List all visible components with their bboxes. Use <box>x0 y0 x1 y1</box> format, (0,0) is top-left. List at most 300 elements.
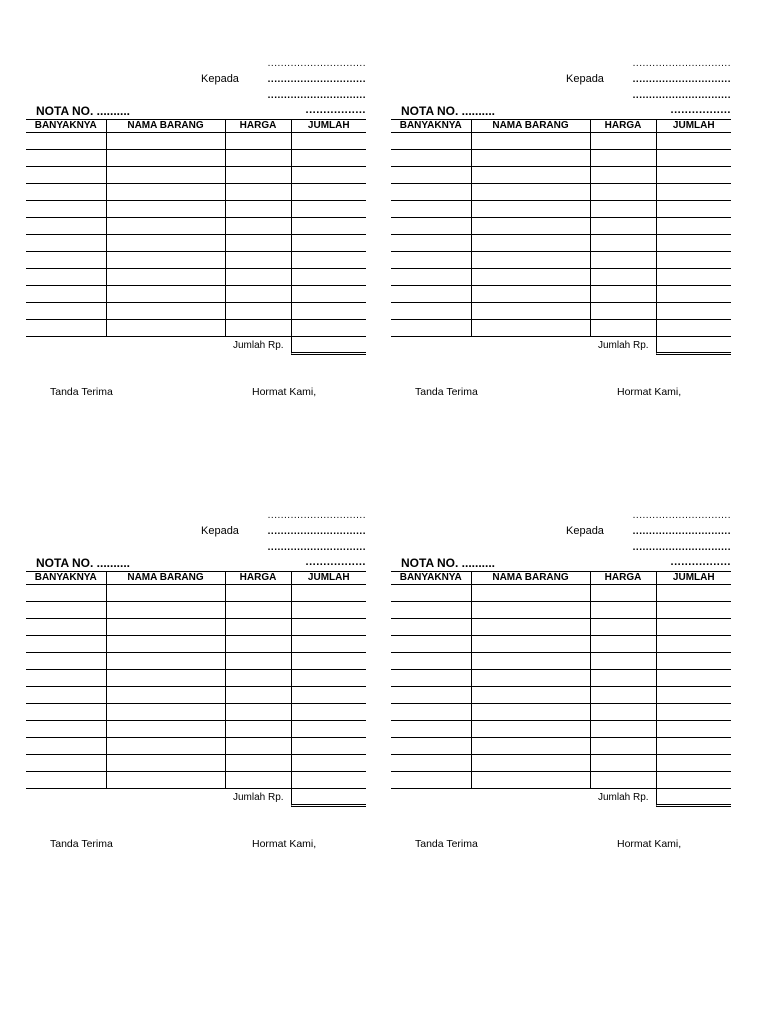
cell-harga[interactable] <box>225 721 291 738</box>
cell-jumlah[interactable] <box>656 670 731 687</box>
cell-nama-barang[interactable] <box>106 218 225 235</box>
cell-banyaknya[interactable] <box>391 755 471 772</box>
cell-nama-barang[interactable] <box>106 636 225 653</box>
cell-banyaknya[interactable] <box>391 687 471 704</box>
cell-nama-barang[interactable] <box>471 150 590 167</box>
cell-harga[interactable] <box>590 653 656 670</box>
cell-banyaknya[interactable] <box>391 636 471 653</box>
cell-jumlah[interactable] <box>291 602 366 619</box>
table-row <box>391 636 731 653</box>
table-row <box>26 252 366 269</box>
cell-banyaknya[interactable] <box>391 133 471 150</box>
cell-harga[interactable] <box>590 201 656 218</box>
cell-jumlah[interactable] <box>656 150 731 167</box>
cell-nama-barang[interactable] <box>106 269 225 286</box>
cell-jumlah[interactable] <box>291 286 366 303</box>
cell-nama-barang[interactable] <box>471 585 590 602</box>
cell-harga[interactable] <box>590 150 656 167</box>
cell-harga[interactable] <box>225 133 291 150</box>
cell-harga[interactable] <box>590 619 656 636</box>
cell-harga[interactable] <box>590 235 656 252</box>
hormat-kami-label: Hormat Kami, <box>617 838 682 850</box>
column-header-harga: HARGA <box>225 120 291 133</box>
cell-nama-barang[interactable] <box>106 252 225 269</box>
table-row <box>391 252 731 269</box>
cell-harga[interactable] <box>590 585 656 602</box>
jumlah-rp-label: Jumlah Rp. <box>233 340 284 351</box>
cell-nama-barang[interactable] <box>106 320 225 337</box>
table-row <box>26 755 366 772</box>
cell-harga[interactable] <box>590 636 656 653</box>
cell-banyaknya[interactable] <box>26 687 106 704</box>
cell-harga[interactable] <box>225 653 291 670</box>
table-row <box>26 150 366 167</box>
table-row <box>26 167 366 184</box>
cell-harga[interactable] <box>225 636 291 653</box>
cell-harga[interactable] <box>590 687 656 704</box>
cell-banyaknya[interactable] <box>391 704 471 721</box>
jumlah-total-field[interactable] <box>656 333 731 355</box>
tanda-terima-label: Tanda Terima <box>50 838 113 850</box>
cell-nama-barang[interactable] <box>106 201 225 218</box>
cell-nama-barang[interactable] <box>471 133 590 150</box>
table-row <box>26 235 366 252</box>
cell-jumlah[interactable] <box>291 218 366 235</box>
table-row <box>391 585 731 602</box>
cell-jumlah[interactable] <box>291 687 366 704</box>
table-row <box>26 738 366 755</box>
cell-harga[interactable] <box>590 772 656 789</box>
cell-banyaknya[interactable] <box>391 738 471 755</box>
jumlah-total-field[interactable] <box>291 333 366 355</box>
kepada-block <box>201 510 366 560</box>
cell-jumlah[interactable] <box>291 269 366 286</box>
cell-harga[interactable] <box>590 286 656 303</box>
cell-harga[interactable] <box>590 167 656 184</box>
cell-banyaknya[interactable] <box>391 150 471 167</box>
cell-harga[interactable] <box>225 252 291 269</box>
table-row <box>391 704 731 721</box>
cell-nama-barang[interactable] <box>471 704 590 721</box>
cell-nama-barang[interactable] <box>106 772 225 789</box>
cell-harga[interactable] <box>225 150 291 167</box>
cell-banyaknya[interactable] <box>26 320 106 337</box>
cell-banyaknya[interactable] <box>26 269 106 286</box>
hormat-kami-label: Hormat Kami, <box>617 386 682 398</box>
column-header-nama-barang: NAMA BARANG <box>106 120 225 133</box>
table-row <box>26 218 366 235</box>
cell-nama-barang[interactable] <box>471 167 590 184</box>
items-table <box>26 120 366 337</box>
cell-banyaknya[interactable] <box>391 167 471 184</box>
cell-jumlah[interactable] <box>656 653 731 670</box>
address-line-1[interactable]: .............................. <box>267 510 366 521</box>
cell-banyaknya[interactable] <box>26 602 106 619</box>
table-row <box>391 218 731 235</box>
hormat-kami-label: Hormat Kami, <box>252 386 317 398</box>
cell-banyaknya[interactable] <box>26 585 106 602</box>
cell-jumlah[interactable] <box>656 235 731 252</box>
table-row <box>26 602 366 619</box>
address-line-3[interactable]: .............................. <box>632 90 731 101</box>
cell-banyaknya[interactable] <box>391 721 471 738</box>
cell-jumlah[interactable] <box>291 252 366 269</box>
address-line-2[interactable]: .............................. <box>632 74 731 85</box>
table-row <box>391 755 731 772</box>
cell-jumlah[interactable] <box>291 235 366 252</box>
kepada-block <box>201 58 366 108</box>
address-line-1[interactable]: .............................. <box>632 510 731 521</box>
cell-jumlah[interactable] <box>656 167 731 184</box>
cell-nama-barang[interactable] <box>106 619 225 636</box>
cell-banyaknya[interactable] <box>26 286 106 303</box>
cell-jumlah[interactable] <box>656 704 731 721</box>
cell-jumlah[interactable] <box>291 201 366 218</box>
cell-harga[interactable] <box>590 738 656 755</box>
cell-jumlah[interactable] <box>656 184 731 201</box>
items-header-row <box>391 572 731 585</box>
cell-harga[interactable] <box>590 269 656 286</box>
jumlah-rp-label: Jumlah Rp. <box>233 792 284 803</box>
table-row <box>391 286 731 303</box>
cell-banyaknya[interactable] <box>26 619 106 636</box>
cell-jumlah[interactable] <box>656 619 731 636</box>
cell-nama-barang[interactable] <box>471 738 590 755</box>
cell-nama-barang[interactable] <box>471 286 590 303</box>
cell-banyaknya[interactable] <box>391 619 471 636</box>
column-header-harga: HARGA <box>590 120 656 133</box>
cell-banyaknya[interactable] <box>26 303 106 320</box>
cell-banyaknya[interactable] <box>26 755 106 772</box>
cell-nama-barang[interactable] <box>106 721 225 738</box>
cell-banyaknya[interactable] <box>26 252 106 269</box>
cell-nama-barang[interactable] <box>106 303 225 320</box>
table-row <box>391 653 731 670</box>
cell-harga[interactable] <box>225 602 291 619</box>
cell-jumlah[interactable] <box>291 150 366 167</box>
nota-number-title: NOTA NO. .......... <box>401 104 496 118</box>
table-row <box>391 150 731 167</box>
cell-banyaknya[interactable] <box>26 218 106 235</box>
jumlah-total-field[interactable] <box>656 785 731 807</box>
column-header-jumlah: JUMLAH <box>656 572 731 585</box>
cell-nama-barang[interactable] <box>471 670 590 687</box>
tanda-terima-label: Tanda Terima <box>415 386 478 398</box>
cell-nama-barang[interactable] <box>106 704 225 721</box>
cell-banyaknya[interactable] <box>391 602 471 619</box>
kepada-label: Kepada <box>566 525 604 537</box>
cell-harga[interactable] <box>225 201 291 218</box>
cell-nama-barang[interactable] <box>106 687 225 704</box>
cell-nama-barang[interactable] <box>471 653 590 670</box>
cell-nama-barang[interactable] <box>106 738 225 755</box>
table-row <box>391 670 731 687</box>
cell-nama-barang[interactable] <box>471 201 590 218</box>
cell-nama-barang[interactable] <box>471 721 590 738</box>
cell-harga[interactable] <box>225 738 291 755</box>
cell-banyaknya[interactable] <box>391 218 471 235</box>
jumlah-rp-label: Jumlah Rp. <box>598 340 649 351</box>
cell-banyaknya[interactable] <box>391 252 471 269</box>
cell-jumlah[interactable] <box>656 602 731 619</box>
cell-harga[interactable] <box>225 269 291 286</box>
column-header-nama-barang: NAMA BARANG <box>471 572 590 585</box>
cell-nama-barang[interactable] <box>471 252 590 269</box>
cell-banyaknya[interactable] <box>26 670 106 687</box>
cell-jumlah[interactable] <box>656 269 731 286</box>
cell-jumlah[interactable] <box>656 755 731 772</box>
table-row <box>26 133 366 150</box>
table-row <box>26 585 366 602</box>
cell-jumlah[interactable] <box>656 636 731 653</box>
cell-jumlah[interactable] <box>291 738 366 755</box>
items-header-row <box>391 120 731 133</box>
cell-nama-barang[interactable] <box>106 167 225 184</box>
cell-jumlah[interactable] <box>291 585 366 602</box>
cell-banyaknya[interactable] <box>391 653 471 670</box>
cell-nama-barang[interactable] <box>106 585 225 602</box>
nota-number-title: NOTA NO. .......... <box>36 104 131 118</box>
address-line-3[interactable]: .............................. <box>267 542 366 553</box>
cell-banyaknya[interactable] <box>26 636 106 653</box>
cell-nama-barang[interactable] <box>471 184 590 201</box>
cell-harga[interactable] <box>590 303 656 320</box>
cell-nama-barang[interactable] <box>471 269 590 286</box>
address-line-1[interactable]: .............................. <box>632 58 731 69</box>
tanda-terima-label: Tanda Terima <box>50 386 113 398</box>
cell-harga[interactable] <box>225 184 291 201</box>
table-row <box>26 704 366 721</box>
cell-nama-barang[interactable] <box>106 286 225 303</box>
cell-nama-barang[interactable] <box>106 235 225 252</box>
cell-banyaknya[interactable] <box>26 704 106 721</box>
cell-banyaknya[interactable] <box>391 772 471 789</box>
column-header-nama-barang: NAMA BARANG <box>106 572 225 585</box>
table-row <box>391 721 731 738</box>
cell-banyaknya[interactable] <box>391 184 471 201</box>
cell-banyaknya[interactable] <box>26 150 106 167</box>
table-row <box>26 184 366 201</box>
column-header-jumlah: JUMLAH <box>291 120 366 133</box>
cell-nama-barang[interactable] <box>471 303 590 320</box>
table-row <box>391 133 731 150</box>
cell-harga[interactable] <box>225 670 291 687</box>
cell-nama-barang[interactable] <box>471 619 590 636</box>
cell-jumlah[interactable] <box>291 670 366 687</box>
cell-jumlah[interactable] <box>291 755 366 772</box>
cell-jumlah[interactable] <box>291 721 366 738</box>
column-header-harga: HARGA <box>225 572 291 585</box>
cell-harga[interactable] <box>225 585 291 602</box>
column-header-jumlah: JUMLAH <box>291 572 366 585</box>
column-header-jumlah: JUMLAH <box>656 120 731 133</box>
column-header-banyaknya: BANYAKNYA <box>26 120 106 133</box>
cell-harga[interactable] <box>225 619 291 636</box>
cell-banyaknya[interactable] <box>391 235 471 252</box>
cell-banyaknya[interactable] <box>391 303 471 320</box>
cell-nama-barang[interactable] <box>471 687 590 704</box>
table-row <box>391 167 731 184</box>
table-row <box>26 303 366 320</box>
cell-banyaknya[interactable] <box>391 585 471 602</box>
cell-jumlah[interactable] <box>656 286 731 303</box>
cell-harga[interactable] <box>225 235 291 252</box>
table-row <box>26 286 366 303</box>
cell-banyaknya[interactable] <box>26 184 106 201</box>
column-header-banyaknya: BANYAKNYA <box>391 572 471 585</box>
cell-harga[interactable] <box>590 602 656 619</box>
cell-nama-barang[interactable] <box>471 636 590 653</box>
cell-harga[interactable] <box>590 670 656 687</box>
nota-number-title: NOTA NO. .......... <box>36 556 131 570</box>
table-row <box>391 184 731 201</box>
cell-banyaknya[interactable] <box>26 772 106 789</box>
table-row <box>26 653 366 670</box>
table-row <box>391 738 731 755</box>
cell-nama-barang[interactable] <box>471 320 590 337</box>
cell-nama-barang[interactable] <box>106 602 225 619</box>
cell-harga[interactable] <box>225 755 291 772</box>
cell-harga[interactable] <box>590 721 656 738</box>
tanda-terima-label: Tanda Terima <box>415 838 478 850</box>
column-header-harga: HARGA <box>590 572 656 585</box>
cell-jumlah[interactable] <box>656 133 731 150</box>
cell-harga[interactable] <box>590 320 656 337</box>
cell-harga[interactable] <box>225 320 291 337</box>
cell-nama-barang[interactable] <box>471 218 590 235</box>
cell-harga[interactable] <box>225 218 291 235</box>
cell-nama-barang[interactable] <box>106 670 225 687</box>
address-line-3[interactable]: .............................. <box>267 90 366 101</box>
table-row <box>391 602 731 619</box>
cell-harga[interactable] <box>225 286 291 303</box>
cell-nama-barang[interactable] <box>471 235 590 252</box>
items-header-row <box>26 572 366 585</box>
cell-harga[interactable] <box>590 133 656 150</box>
address-line-1[interactable]: .............................. <box>267 58 366 69</box>
nota-form <box>391 510 731 870</box>
cell-banyaknya[interactable] <box>391 269 471 286</box>
cell-harga[interactable] <box>225 704 291 721</box>
nota-date-field[interactable]: ................. <box>670 556 731 568</box>
cell-banyaknya[interactable] <box>26 167 106 184</box>
cell-banyaknya[interactable] <box>26 133 106 150</box>
cell-banyaknya[interactable] <box>26 738 106 755</box>
table-row <box>26 269 366 286</box>
cell-jumlah[interactable] <box>656 721 731 738</box>
cell-jumlah[interactable] <box>291 184 366 201</box>
cell-jumlah[interactable] <box>291 619 366 636</box>
kepada-label: Kepada <box>566 73 604 85</box>
hormat-kami-label: Hormat Kami, <box>252 838 317 850</box>
column-header-banyaknya: BANYAKNYA <box>26 572 106 585</box>
cell-banyaknya[interactable] <box>26 235 106 252</box>
cell-jumlah[interactable] <box>656 738 731 755</box>
cell-jumlah[interactable] <box>291 636 366 653</box>
table-row <box>26 687 366 704</box>
table-row <box>391 303 731 320</box>
cell-nama-barang[interactable] <box>106 653 225 670</box>
cell-nama-barang[interactable] <box>471 602 590 619</box>
kepada-block <box>566 58 731 108</box>
cell-jumlah[interactable] <box>656 303 731 320</box>
cell-banyaknya[interactable] <box>391 320 471 337</box>
cell-harga[interactable] <box>225 687 291 704</box>
jumlah-rp-label: Jumlah Rp. <box>598 792 649 803</box>
cell-jumlah[interactable] <box>291 653 366 670</box>
cell-banyaknya[interactable] <box>26 721 106 738</box>
cell-banyaknya[interactable] <box>391 286 471 303</box>
items-header-row <box>26 120 366 133</box>
cell-jumlah[interactable] <box>656 687 731 704</box>
table-row <box>391 687 731 704</box>
address-line-3[interactable]: .............................. <box>632 542 731 553</box>
jumlah-total-field[interactable] <box>291 785 366 807</box>
cell-harga[interactable] <box>225 167 291 184</box>
cell-jumlah[interactable] <box>291 167 366 184</box>
column-header-banyaknya: BANYAKNYA <box>391 120 471 133</box>
cell-nama-barang[interactable] <box>106 133 225 150</box>
cell-banyaknya[interactable] <box>391 201 471 218</box>
cell-harga[interactable] <box>590 218 656 235</box>
address-line-2[interactable]: .............................. <box>267 526 366 537</box>
table-row <box>26 721 366 738</box>
nota-form <box>26 510 366 870</box>
table-row <box>26 670 366 687</box>
nota-number-title: NOTA NO. .......... <box>401 556 496 570</box>
cell-harga[interactable] <box>225 303 291 320</box>
cell-nama-barang[interactable] <box>106 755 225 772</box>
nota-date-field[interactable]: ................. <box>670 104 731 116</box>
cell-jumlah[interactable] <box>656 201 731 218</box>
cell-harga[interactable] <box>590 704 656 721</box>
items-table <box>391 572 731 789</box>
kepada-block <box>566 510 731 560</box>
cell-harga[interactable] <box>590 755 656 772</box>
table-row <box>391 269 731 286</box>
cell-nama-barang[interactable] <box>106 150 225 167</box>
cell-banyaknya[interactable] <box>26 653 106 670</box>
column-header-nama-barang: NAMA BARANG <box>471 120 590 133</box>
nota-form <box>391 58 731 418</box>
nota-form <box>26 58 366 418</box>
nota-date-field[interactable]: ................. <box>305 104 366 116</box>
cell-jumlah[interactable] <box>291 303 366 320</box>
cell-jumlah[interactable] <box>656 585 731 602</box>
cell-jumlah[interactable] <box>656 252 731 269</box>
cell-nama-barang[interactable] <box>471 755 590 772</box>
cell-jumlah[interactable] <box>656 218 731 235</box>
table-row <box>26 636 366 653</box>
kepada-label: Kepada <box>201 525 239 537</box>
cell-nama-barang[interactable] <box>106 184 225 201</box>
cell-jumlah[interactable] <box>291 133 366 150</box>
cell-harga[interactable] <box>225 772 291 789</box>
cell-harga[interactable] <box>590 252 656 269</box>
kepada-label: Kepada <box>201 73 239 85</box>
cell-banyaknya[interactable] <box>26 201 106 218</box>
nota-date-field[interactable]: ................. <box>305 556 366 568</box>
cell-banyaknya[interactable] <box>391 670 471 687</box>
cell-jumlah[interactable] <box>291 704 366 721</box>
address-line-2[interactable]: .............................. <box>267 74 366 85</box>
address-line-2[interactable]: .............................. <box>632 526 731 537</box>
table-row <box>391 619 731 636</box>
cell-harga[interactable] <box>590 184 656 201</box>
table-row <box>391 235 731 252</box>
table-row <box>26 201 366 218</box>
cell-nama-barang[interactable] <box>471 772 590 789</box>
